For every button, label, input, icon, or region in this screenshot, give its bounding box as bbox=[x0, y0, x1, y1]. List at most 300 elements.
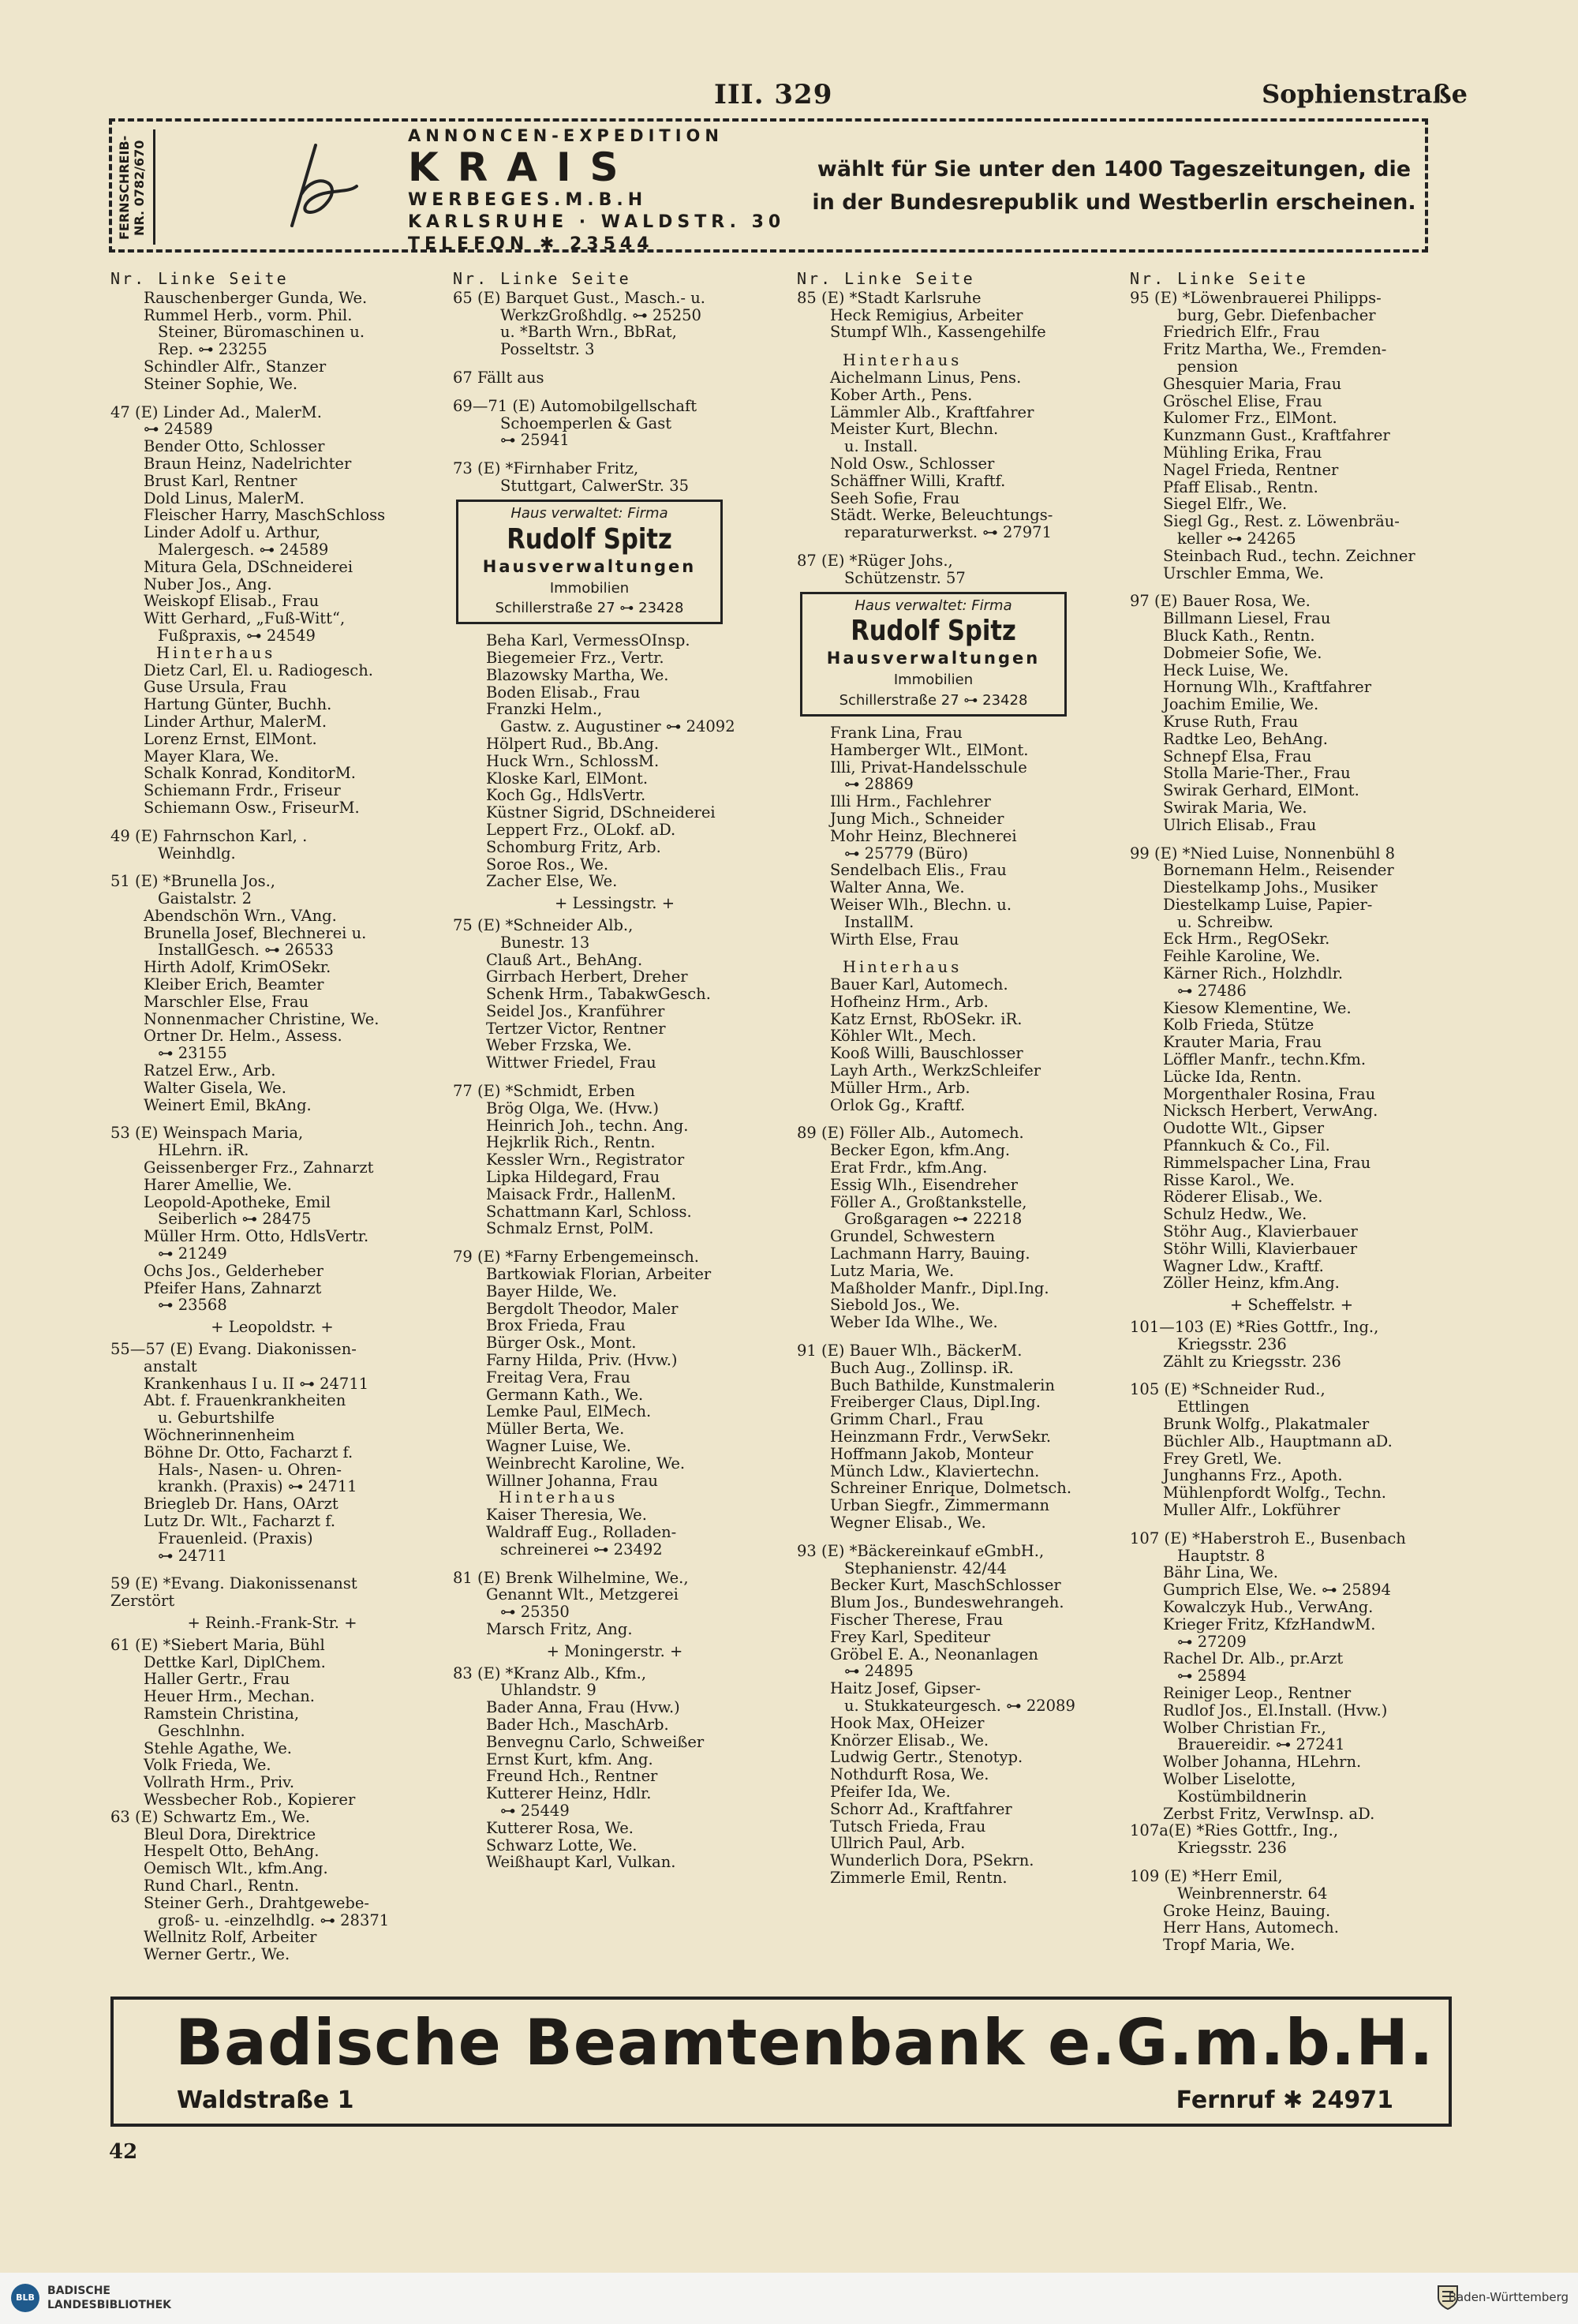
directory-entry: Schützenstr. 57 bbox=[844, 569, 966, 587]
spacer bbox=[797, 1331, 1120, 1342]
spacer bbox=[797, 948, 1120, 959]
directory-entry: Bender Otto, Schlosser bbox=[144, 438, 325, 455]
directory-entry: Pfeifer Hans, Zahnarzt bbox=[144, 1279, 322, 1297]
directory-entry: Uhlandstr. 9 bbox=[500, 1682, 596, 1700]
directory-entry: Briegleb Dr. Hans, OArzt bbox=[144, 1495, 338, 1513]
cross-street-marker: + Scheffelstr. + bbox=[1229, 1296, 1354, 1315]
spacer bbox=[110, 1564, 434, 1575]
directory-entry: Blum Jos., Bundeswehrangeh. bbox=[830, 1594, 1064, 1611]
house-number-entry: 63 (E) Schwartz Em., We. bbox=[110, 1808, 310, 1826]
directory-entry: Böhne Dr. Otto, Facharzt f. bbox=[144, 1443, 353, 1461]
blb-line1: BADISCHE bbox=[47, 2285, 110, 2297]
directory-entry: Wolber Johanna, HLehrn. bbox=[1163, 1753, 1362, 1771]
directory-entry: ⊶ 27209 bbox=[1177, 1633, 1247, 1651]
directory-entry: u. Geburtshilfe bbox=[158, 1409, 275, 1427]
directory-entry: Rudlof Jos., El.Install. (Hvw.) bbox=[1163, 1701, 1388, 1720]
directory-entry: Wegner Elisab., We. bbox=[830, 1514, 986, 1532]
house-number-entry: 69—71 (E) Automobilgellschaft bbox=[453, 397, 697, 415]
directory-entry: Werner Gertr., We. bbox=[144, 1946, 290, 1963]
directory-entry: schreinerei ⊶ 23492 bbox=[500, 1540, 663, 1559]
cross-street-marker: + Leopoldstr. + bbox=[211, 1318, 334, 1337]
spacer bbox=[110, 393, 434, 404]
directory-entry: Layh Arth., WerkzSchleifer bbox=[830, 1062, 1041, 1080]
directory-entry: Schindler Alfr., Stanzer bbox=[144, 357, 327, 376]
directory-entry: Becker Kurt, MaschSchlosser bbox=[830, 1577, 1061, 1595]
house-number-entry: 85 (E) *Stadt Karlsruhe bbox=[797, 289, 982, 307]
directory-entry: Malergesch. ⊶ 24589 bbox=[158, 541, 329, 559]
house-number-entry: 87 (E) *Rüger Johs., bbox=[797, 552, 953, 570]
directory-entry: Kutterer Rosa, We. bbox=[486, 1819, 634, 1837]
directory-entry: Lipka Hildegard, Frau bbox=[486, 1169, 660, 1186]
directory-entry: Krankenhaus I u. II ⊶ 24711 bbox=[144, 1375, 369, 1393]
directory-entry: Schmalz Ernst, PolM. bbox=[486, 1220, 654, 1238]
directory-entry: Kooß Willi, Bauschlosser bbox=[830, 1045, 1023, 1063]
directory-entry: Zählt zu Kriegsstr. 236 bbox=[1163, 1353, 1341, 1371]
directory-entry: Siebold Jos., We. bbox=[830, 1297, 960, 1315]
directory-entry: Buch Aug., Zollinsp. iR. bbox=[830, 1359, 1014, 1377]
bw-wordmark: Baden-Württemberg bbox=[1448, 2290, 1569, 2304]
directory-entry: ⊶ 23568 bbox=[158, 1297, 227, 1315]
directory-entry: InstallGesch. ⊶ 26533 bbox=[158, 941, 334, 960]
directory-entry: Mühlenpfordt Wolfg., Techn. bbox=[1163, 1484, 1386, 1502]
directory-entry: Hornung Wlh., Kraftfahrer bbox=[1163, 679, 1372, 697]
directory-entry: Schreiner Enrique, Dolmetsch. bbox=[830, 1480, 1072, 1498]
directory-entry: Kärner Rich., Holzhdlr. bbox=[1163, 965, 1344, 982]
directory-entry: Lorenz Ernst, ElMont. bbox=[144, 730, 317, 748]
directory-entry: Grimm Charl., Frau bbox=[830, 1411, 984, 1429]
directory-entry: Stöhr Willi, Klavierbauer bbox=[1163, 1240, 1358, 1258]
spacer bbox=[797, 1532, 1120, 1543]
directory-entry: Wolber Christian Fr., bbox=[1163, 1719, 1326, 1737]
directory-entry: Föller A., Großtankstelle, bbox=[830, 1193, 1027, 1211]
bank-address: Waldstraße 1 bbox=[177, 2086, 354, 2114]
directory-entry: Pfeifer Ida, We. bbox=[830, 1783, 951, 1801]
directory-entry: Schomburg Fritz, Arb. bbox=[486, 838, 661, 856]
directory-entry: Hoffmann Jakob, Monteur bbox=[830, 1445, 1034, 1463]
directory-entry: Kriegsstr. 236 bbox=[1177, 1839, 1287, 1857]
spitz-line4: Immobilien bbox=[893, 672, 974, 689]
directory-entry: keller ⊶ 24265 bbox=[1177, 530, 1296, 548]
directory-entry: Kruse Ruth, Frau bbox=[1163, 713, 1299, 731]
beamtenbank-advertisement bbox=[110, 1997, 1452, 2127]
directory-entry: Wellnitz Rolf, Arbeiter bbox=[144, 1929, 317, 1947]
spacer bbox=[1130, 834, 1453, 845]
house-number-entry: 101—103 (E) *Ries Gottfr., Ing., bbox=[1130, 1319, 1379, 1336]
directory-entry: Müller Hrm., Arb. bbox=[830, 1079, 970, 1097]
directory-entry: Stehle Agathe, We. bbox=[144, 1739, 292, 1757]
directory-entry: Zimmerle Emil, Rentn. bbox=[830, 1869, 1008, 1887]
directory-entry: Haller Gertr., Frau bbox=[144, 1671, 290, 1689]
directory-entry: Boden Elisab., Frau bbox=[486, 683, 641, 702]
directory-entry: groß- u. -einzelhdlg. ⊶ 28371 bbox=[158, 1911, 390, 1929]
directory-entry: Marsch Fritz, Ang. bbox=[486, 1620, 633, 1638]
directory-entry: Freund Hch., Rentner bbox=[486, 1768, 658, 1786]
directory-entry: Wessbecher Rob., Kopierer bbox=[144, 1791, 356, 1809]
directory-entry: Fischer Therese, Frau bbox=[830, 1611, 1004, 1629]
directory-entry: Frey Karl, Spediteur bbox=[830, 1628, 991, 1646]
directory-entry: Fritz Martha, We., Fremden- bbox=[1163, 341, 1387, 358]
directory-entry: Hook Max, OHeizer bbox=[830, 1714, 985, 1732]
directory-entry: reparaturwerkst. ⊶ 27971 bbox=[844, 524, 1052, 541]
bank-name: Badische Beamtenbank e.G.m.b.H. bbox=[175, 2006, 1434, 2079]
directory-entry: Hespelt Otto, BehAng. bbox=[144, 1843, 320, 1861]
directory-entry: Knörzer Elisab., We. bbox=[830, 1731, 989, 1750]
directory-entry: pension bbox=[1177, 357, 1239, 376]
directory-entry: Brust Karl, Rentner bbox=[144, 472, 297, 490]
directory-entry: krankh. (Praxis) ⊶ 24711 bbox=[158, 1478, 357, 1496]
directory-entry: Groke Heinz, Bauing. bbox=[1163, 1902, 1331, 1920]
directory-entry: Mayer Klara, We. bbox=[144, 747, 279, 765]
directory-entry: Nold Osw., Schlosser bbox=[830, 455, 995, 473]
directory-entry: WerkzGroßhdlg. ⊶ 25250 bbox=[500, 306, 701, 324]
directory-entry: Rauschenberger Gunda, We. bbox=[144, 289, 368, 307]
blb-logo-icon: BLB bbox=[11, 2284, 39, 2312]
house-number-entry: 67 Fällt aus bbox=[453, 369, 544, 387]
directory-entry: Heck Remigius, Arbeiter bbox=[830, 306, 1023, 324]
directory-entry: Ortner Dr. Helm., Assess. bbox=[144, 1027, 342, 1046]
directory-entry: Germann Kath., We. bbox=[486, 1386, 644, 1404]
directory-entry: Schoemperlen & Gast bbox=[500, 414, 672, 432]
directory-entry: Meister Kurt, Blechn. bbox=[830, 421, 999, 439]
directory-entry: Lämmler Alb., Kraftfahrer bbox=[830, 403, 1034, 421]
directory-entry: Volk Frieda, We. bbox=[144, 1757, 271, 1775]
directory-entry: Bayer Hilde, We. bbox=[486, 1282, 618, 1300]
spacer bbox=[797, 541, 1120, 552]
directory-entry: Gaistalstr. 2 bbox=[158, 890, 252, 908]
directory-entry: Muller Alfr., Lokführer bbox=[1163, 1501, 1341, 1519]
directory-entry: Zerbst Fritz, VerwInsp. aD. bbox=[1163, 1805, 1375, 1823]
slogan-line2: in der Bundesrepublik und Westberlin erscheinen. bbox=[812, 190, 1416, 215]
directory-entry: Weiskopf Elisab., Frau bbox=[144, 593, 320, 611]
directory-entry: Farny Hilda, Priv. (Hvw.) bbox=[486, 1352, 678, 1369]
spacer bbox=[110, 862, 434, 873]
directory-entry: Herr Hans, Automech. bbox=[1163, 1919, 1339, 1937]
directory-entry: Reiniger Leop., Rentner bbox=[1163, 1684, 1352, 1702]
directory-entry: Schattmann Karl, Schloss. bbox=[486, 1203, 692, 1221]
directory-entry: Kleiber Erich, Beamter bbox=[144, 976, 324, 994]
directory-entry: Wunderlich Dora, PSekrn. bbox=[830, 1852, 1034, 1869]
directory-entry: Ernst Kurt, kfm. Ang. bbox=[486, 1750, 653, 1768]
directory-entry: Urschler Emma, We. bbox=[1163, 564, 1324, 582]
directory-entry: Städt. Werke, Beleuchtungs- bbox=[830, 507, 1053, 525]
directory-entry: Waldraff Eug., Rolladen- bbox=[486, 1524, 677, 1541]
spitz-line2: Rudolf Spitz bbox=[507, 522, 672, 556]
directory-entry: Swirak Maria, We. bbox=[1163, 799, 1307, 817]
directory-entry: Weinert Emil, BkAng. bbox=[144, 1096, 312, 1114]
directory-entry: u. Install. bbox=[844, 438, 918, 455]
house-number-entry: 61 (E) *Siebert Maria, Bühl bbox=[110, 1636, 325, 1654]
directory-entry: Siegel Elfr., We. bbox=[1163, 496, 1288, 514]
directory-entry: Köhler Wlt., Mech. bbox=[830, 1027, 977, 1046]
directory-entry: Harer Amellie, We. bbox=[144, 1176, 292, 1194]
directory-entry: Brunella Josef, Blechnerei u. bbox=[144, 924, 367, 942]
directory-entry: Nicksch Herbert, VerwAng. bbox=[1163, 1102, 1378, 1121]
directory-entry: Frey Gretl, We. bbox=[1163, 1450, 1282, 1468]
house-number-entry: 79 (E) *Farny Erbengemeinsch. bbox=[453, 1248, 700, 1267]
directory-entry: Brög Olga, We. (Hvw.) bbox=[486, 1099, 660, 1117]
house-number-entry: 49 (E) Fahrnschon Karl, . bbox=[110, 827, 308, 845]
directory-entry: Büchler Alb., Hauptmann aD. bbox=[1163, 1432, 1393, 1450]
directory-entry: Rund Charl., Rentn. bbox=[144, 1877, 300, 1895]
spitz-line4: Immobilien bbox=[549, 579, 630, 597]
directory-entry: anstalt bbox=[144, 1357, 197, 1375]
directory-entry: Freitag Vera, Frau bbox=[486, 1368, 630, 1387]
directory-entry: Nothdurft Rosa, We. bbox=[830, 1766, 989, 1783]
directory-entry: Ghesquier Maria, Frau bbox=[1163, 375, 1342, 393]
hinterhaus-heading: Hinterhaus bbox=[843, 959, 963, 977]
directory-entry: Kloske Karl, ElMont. bbox=[486, 769, 649, 788]
directory-entry: Wöchnerinnenheim bbox=[144, 1427, 295, 1444]
krais-address: KARLSRUHE · WALDSTR. 30 bbox=[408, 212, 786, 232]
directory-entry: Ullrich Paul, Arb. bbox=[830, 1835, 966, 1853]
directory-entry: ⊶ 24895 bbox=[844, 1663, 914, 1681]
directory-entry: Schnepf Elsa, Frau bbox=[1163, 747, 1312, 765]
directory-entry: Schiemann Osw., FriseurM. bbox=[144, 799, 360, 817]
krais-advertisement bbox=[109, 118, 1428, 253]
page-reference: III. 329 bbox=[714, 79, 833, 110]
directory-entry: ⊶ 27486 bbox=[1177, 982, 1247, 1000]
directory-entry: ⊶ 25894 bbox=[1177, 1667, 1247, 1685]
house-number-entry: 107 (E) *Haberstroh E., Busenbach bbox=[1130, 1529, 1406, 1547]
directory-entry: Schalk Konrad, KonditorM. bbox=[144, 765, 357, 783]
directory-entry: Linder Arthur, MalerM. bbox=[144, 713, 327, 731]
directory-entry: Freiberger Claus, Dipl.Ing. bbox=[830, 1394, 1041, 1412]
directory-entry: Großgaragen ⊶ 22218 bbox=[844, 1211, 1023, 1229]
directory-entry: Bader Anna, Frau (Hvw.) bbox=[486, 1699, 680, 1716]
directory-entry: Dobmeier Sofie, We. bbox=[1163, 644, 1322, 662]
directory-entry: Weinbrecht Karoline, We. bbox=[486, 1454, 686, 1473]
directory-entry: Mühling Erika, Frau bbox=[1163, 443, 1322, 462]
directory-entry: Kolb Frieda, Stütze bbox=[1163, 1016, 1314, 1035]
directory-entry: Hartung Günter, Buchh. bbox=[144, 696, 332, 713]
directory-entry: Brunk Wolfg., Plakatmaler bbox=[1163, 1416, 1370, 1433]
directory-entry: Posseltstr. 3 bbox=[500, 341, 595, 358]
directory-entry: Nagel Frieda, Rentner bbox=[1163, 461, 1339, 479]
spitz-advertisement bbox=[456, 500, 723, 624]
column-title: Nr. Linke Seite bbox=[797, 269, 975, 288]
hinterhaus-heading: Hinterhaus bbox=[156, 644, 276, 662]
house-number-entry: 47 (E) Linder Ad., MalerM. bbox=[110, 403, 322, 421]
directory-entry: Rummel Herb., vorm. Phil. bbox=[144, 306, 353, 324]
cross-street-marker: + Moningerstr. + bbox=[546, 1641, 683, 1660]
directory-entry: Stuttgart, CalwerStr. 35 bbox=[500, 477, 690, 495]
directory-entry: ⊶ 23155 bbox=[158, 1045, 227, 1063]
directory-entry: Girrbach Herbert, Dreher bbox=[486, 968, 688, 986]
directory-entry: Wirth Else, Frau bbox=[830, 930, 959, 949]
directory-entry: Kulomer Frz., ElMont. bbox=[1163, 410, 1337, 428]
directory-entry: Lutz Maria, We. bbox=[830, 1262, 955, 1280]
directory-entry: Biegemeier Frz., Vertr. bbox=[486, 649, 664, 667]
directory-entry: Pfaff Elisab., Rentn. bbox=[1163, 478, 1318, 496]
spacer bbox=[453, 387, 776, 398]
directory-entry: Schiemann Frdr., Friseur bbox=[144, 782, 341, 799]
directory-entry: Grundel, Schwestern bbox=[830, 1228, 996, 1246]
spacer bbox=[1130, 1370, 1453, 1381]
directory-entry: Bunestr. 13 bbox=[500, 934, 590, 952]
directory-entry: Dettke Karl, DiplChem. bbox=[144, 1653, 326, 1671]
directory-entry: Ochs Jos., Gelderheber bbox=[144, 1262, 323, 1280]
directory-entry: Rachel Dr. Alb., pr.Arzt bbox=[1163, 1650, 1344, 1668]
directory-entry: Gastw. z. Augustiner ⊶ 24092 bbox=[500, 718, 735, 735]
directory-entry: ⊶ 25779 (Büro) bbox=[844, 844, 969, 863]
street-heading: Sophienstraße bbox=[1262, 79, 1468, 109]
spacer bbox=[453, 1237, 776, 1248]
directory-entry: Linder Adolf u. Arthur, bbox=[144, 524, 320, 541]
directory-entry: Braun Heinz, Nadelrichter bbox=[144, 455, 352, 473]
krais-company-block bbox=[408, 126, 787, 256]
directory-entry: Krieger Fritz, KfzHandwM. bbox=[1163, 1615, 1376, 1634]
directory-entry: Morgenthaler Rosina, Frau bbox=[1163, 1085, 1376, 1103]
directory-entry: Geissenberger Frz., Zahnarzt bbox=[144, 1159, 374, 1177]
directory-entry: Leopold-Apotheke, Emil bbox=[144, 1193, 331, 1211]
directory-entry: Radtke Leo, BehAng. bbox=[1163, 730, 1329, 748]
directory-entry: Ulrich Elisab., Frau bbox=[1163, 816, 1317, 834]
directory-entry: Hamberger Wlt., ElMont. bbox=[830, 741, 1029, 759]
krais-line3: WERBEGES.M.B.H bbox=[408, 190, 648, 210]
directory-entry: Erat Frdr., kfm.Ang. bbox=[830, 1159, 988, 1177]
directory-entry: Hals-, Nasen- u. Ohren- bbox=[158, 1461, 342, 1479]
directory-entry: Walter Anna, We. bbox=[830, 879, 965, 896]
directory-entry: Krauter Maria, Frau bbox=[1163, 1034, 1322, 1052]
directory-entry: Marschler Else, Frau bbox=[144, 993, 309, 1011]
page-number: 42 bbox=[109, 2140, 138, 2164]
directory-entry: Huck Wrn., SchlossM. bbox=[486, 752, 660, 770]
slogan-line1: wählt für Sie unter den 1400 Tageszeitungen, die bbox=[817, 157, 1412, 182]
directory-entry: Seiberlich ⊶ 28475 bbox=[158, 1211, 312, 1229]
directory-entry: Nuber Jos., Ang. bbox=[144, 575, 272, 593]
directory-entry: Wagner Luise, We. bbox=[486, 1438, 631, 1455]
directory-entry: Weber Frzska, We. bbox=[486, 1037, 632, 1055]
spacer bbox=[110, 817, 434, 828]
house-number-entry: 97 (E) Bauer Rosa, We. bbox=[1130, 593, 1311, 611]
directory-entry: Beha Karl, VermessOInsp. bbox=[486, 632, 690, 649]
directory-entry: Benvegnu Carlo, Schweißer bbox=[486, 1733, 705, 1751]
house-number-entry: 105 (E) *Schneider Rud., bbox=[1130, 1381, 1326, 1399]
directory-entry: Nonnenmacher Christine, We. bbox=[144, 1010, 380, 1028]
directory-entry: Kutterer Heinz, Hdlr. bbox=[486, 1785, 652, 1802]
spacer bbox=[453, 1559, 776, 1570]
directory-entry: Kaiser Theresia, We. bbox=[486, 1506, 647, 1524]
directory-entry: Haitz Josef, Gipser- bbox=[830, 1680, 981, 1697]
column-title: Nr. Linke Seite bbox=[453, 269, 631, 288]
fernschreib-number: FERNSCHREIB-NR. 0782/670 bbox=[117, 135, 147, 241]
directory-entry: Seeh Sofie, Frau bbox=[830, 489, 960, 507]
house-number-entry: 89 (E) Föller Alb., Automech. bbox=[797, 1125, 1024, 1143]
house-number-entry: 109 (E) *Herr Emil, bbox=[1130, 1867, 1283, 1885]
directory-entry: Feihle Karoline, We. bbox=[1163, 948, 1321, 966]
directory-entry: Lücke Ida, Rentn. bbox=[1163, 1068, 1302, 1086]
directory-entry: Löffler Manfr., techn.Kfm. bbox=[1163, 1051, 1367, 1068]
hinterhaus-heading: Hinterhaus bbox=[499, 1489, 619, 1507]
house-number-entry: 77 (E) *Schmidt, Erben bbox=[453, 1083, 635, 1100]
directory-entry: u. Schreibw. bbox=[1177, 913, 1273, 931]
directory-entry: Heinrich Joh., techn. Ang. bbox=[486, 1117, 689, 1135]
directory-entry: Blazowsky Martha, We. bbox=[486, 666, 669, 684]
directory-entry: Becker Egon, kfm.Ang. bbox=[830, 1142, 1011, 1160]
directory-entry: Orlok Gg., Kraftf. bbox=[830, 1096, 966, 1114]
house-number-entry: 99 (E) *Nied Luise, Nonnenbühl 8 bbox=[1130, 844, 1396, 863]
house-number-entry: 81 (E) Brenk Wilhelmine, We., bbox=[453, 1569, 689, 1587]
directory-entry: Billmann Liesel, Frau bbox=[1163, 610, 1331, 627]
directory-entry: Oemisch Wlt., kfm.Ang. bbox=[144, 1860, 328, 1877]
directory-entry: Hölpert Rud., Bb.Ang. bbox=[486, 735, 660, 753]
directory-entry: Illi, Privat-Handelsschule bbox=[830, 758, 1027, 777]
directory-entry: u. Stukkateurgesch. ⊶ 22089 bbox=[844, 1697, 1075, 1715]
directory-entry: ⊶ 24589 bbox=[144, 421, 213, 439]
directory-entry: Zacher Else, We. bbox=[486, 873, 618, 891]
directory-entry: Vollrath Hrm., Priv. bbox=[144, 1774, 295, 1791]
column-title: Nr. Linke Seite bbox=[110, 269, 289, 288]
directory-entry: Brauereidir. ⊶ 27241 bbox=[1177, 1736, 1345, 1754]
directory-entry: Schorr Ad., Kraftfahrer bbox=[830, 1800, 1012, 1818]
directory-entry: Maisack Frdr., HallenM. bbox=[486, 1185, 676, 1203]
krais-name: KRAIS bbox=[408, 144, 638, 190]
directory-entry: Siegl Gg., Rest. z. Löwenbräu- bbox=[1163, 513, 1400, 530]
directory-entry: Jung Mich., Schneider bbox=[830, 810, 1004, 828]
spacer bbox=[1130, 1857, 1453, 1868]
directory-entry: Brox Frieda, Frau bbox=[486, 1317, 626, 1335]
spitz-line5: Schillerstraße 27 ⊶ 23428 bbox=[495, 600, 684, 617]
house-number-entry: 75 (E) *Schneider Alb., bbox=[453, 916, 634, 934]
spacer bbox=[453, 358, 776, 369]
directory-entry: HLehrn. iR. bbox=[158, 1142, 249, 1160]
directory-entry: Kunzmann Gust., Kraftfahrer bbox=[1163, 427, 1390, 444]
house-number-entry: 95 (E) *Löwenbrauerei Philipps- bbox=[1130, 289, 1382, 307]
directory-entry: Tertzer Victor, Rentner bbox=[486, 1020, 666, 1038]
house-number-entry: 65 (E) Barquet Gust., Masch.- u. bbox=[453, 289, 705, 307]
directory-entry: Swirak Gerhard, ElMont. bbox=[1163, 782, 1359, 799]
directory-entry: Gröschel Elise, Frau bbox=[1163, 392, 1322, 410]
spitz-line3: Hausverwaltungen bbox=[482, 556, 697, 576]
cross-street-marker: + Reinh.-Frank-Str. + bbox=[187, 1613, 357, 1632]
hinterhaus-heading: Hinterhaus bbox=[843, 352, 963, 369]
directory-entry: ⊶ 24711 bbox=[158, 1547, 227, 1565]
directory-entry: Lachmann Harry, Bauing. bbox=[830, 1245, 1030, 1263]
column-3 bbox=[797, 271, 1120, 1887]
footer-bar bbox=[0, 2273, 1578, 2324]
directory-entry: Soroe Ros., We. bbox=[486, 855, 609, 874]
directory-entry: Bleul Dora, Direktrice bbox=[144, 1825, 316, 1843]
directory-entry: Weißhaupt Karl, Vulkan. bbox=[486, 1854, 676, 1872]
directory-entry: Kowalczyk Hub., VerwAng. bbox=[1163, 1598, 1374, 1616]
krais-line1: ANNONCEN-EXPEDITION bbox=[408, 126, 724, 145]
directory-entry: Franzki Helm., bbox=[486, 701, 603, 719]
directory-entry: Hauptstr. 8 bbox=[1177, 1547, 1266, 1565]
directory-entry: Stephanienstr. 42/44 bbox=[844, 1559, 1007, 1577]
directory-entry: Kessler Wrn., Registrator bbox=[486, 1151, 685, 1169]
bank-phone: Fernruf ✱ 24971 bbox=[1176, 2086, 1393, 2114]
directory-entry: Lemke Paul, ElMech. bbox=[486, 1403, 652, 1421]
column-2 bbox=[453, 271, 776, 1871]
directory-entry: Friedrich Elfr., Frau bbox=[1163, 324, 1320, 342]
house-number-entry: 83 (E) *Kranz Alb., Kfm., bbox=[453, 1664, 647, 1682]
directory-entry: Katz Ernst, RbOSekr. iR. bbox=[830, 1010, 1023, 1028]
directory-entry: Gröbel E. A., Neonanlagen bbox=[830, 1645, 1038, 1663]
directory-entry: ⊶ 25941 bbox=[500, 432, 570, 450]
house-number-entry: 55—57 (E) Evang. Diakonissen- bbox=[110, 1341, 357, 1358]
krais-phone: TELEFON ✱ 23544 bbox=[408, 234, 654, 254]
spitz-line1: Haus verwaltet: Firma bbox=[854, 597, 1012, 614]
directory-entry: ⊶ 21249 bbox=[158, 1245, 227, 1263]
krais-slogan bbox=[806, 153, 1422, 219]
directory-entry: Tropf Maria, We. bbox=[1163, 1937, 1296, 1954]
directory-entry: Mitura Gela, DSchneiderei bbox=[144, 558, 353, 576]
spacer bbox=[1130, 582, 1453, 593]
directory-entry: Stumpf Wlh., Kassengehilfe bbox=[830, 324, 1046, 342]
directory-entry: Steiner, Büromaschinen u. bbox=[158, 324, 365, 342]
directory-entry: Genannt Wlt., Metzgerei bbox=[486, 1586, 679, 1604]
spacer bbox=[453, 1072, 776, 1083]
